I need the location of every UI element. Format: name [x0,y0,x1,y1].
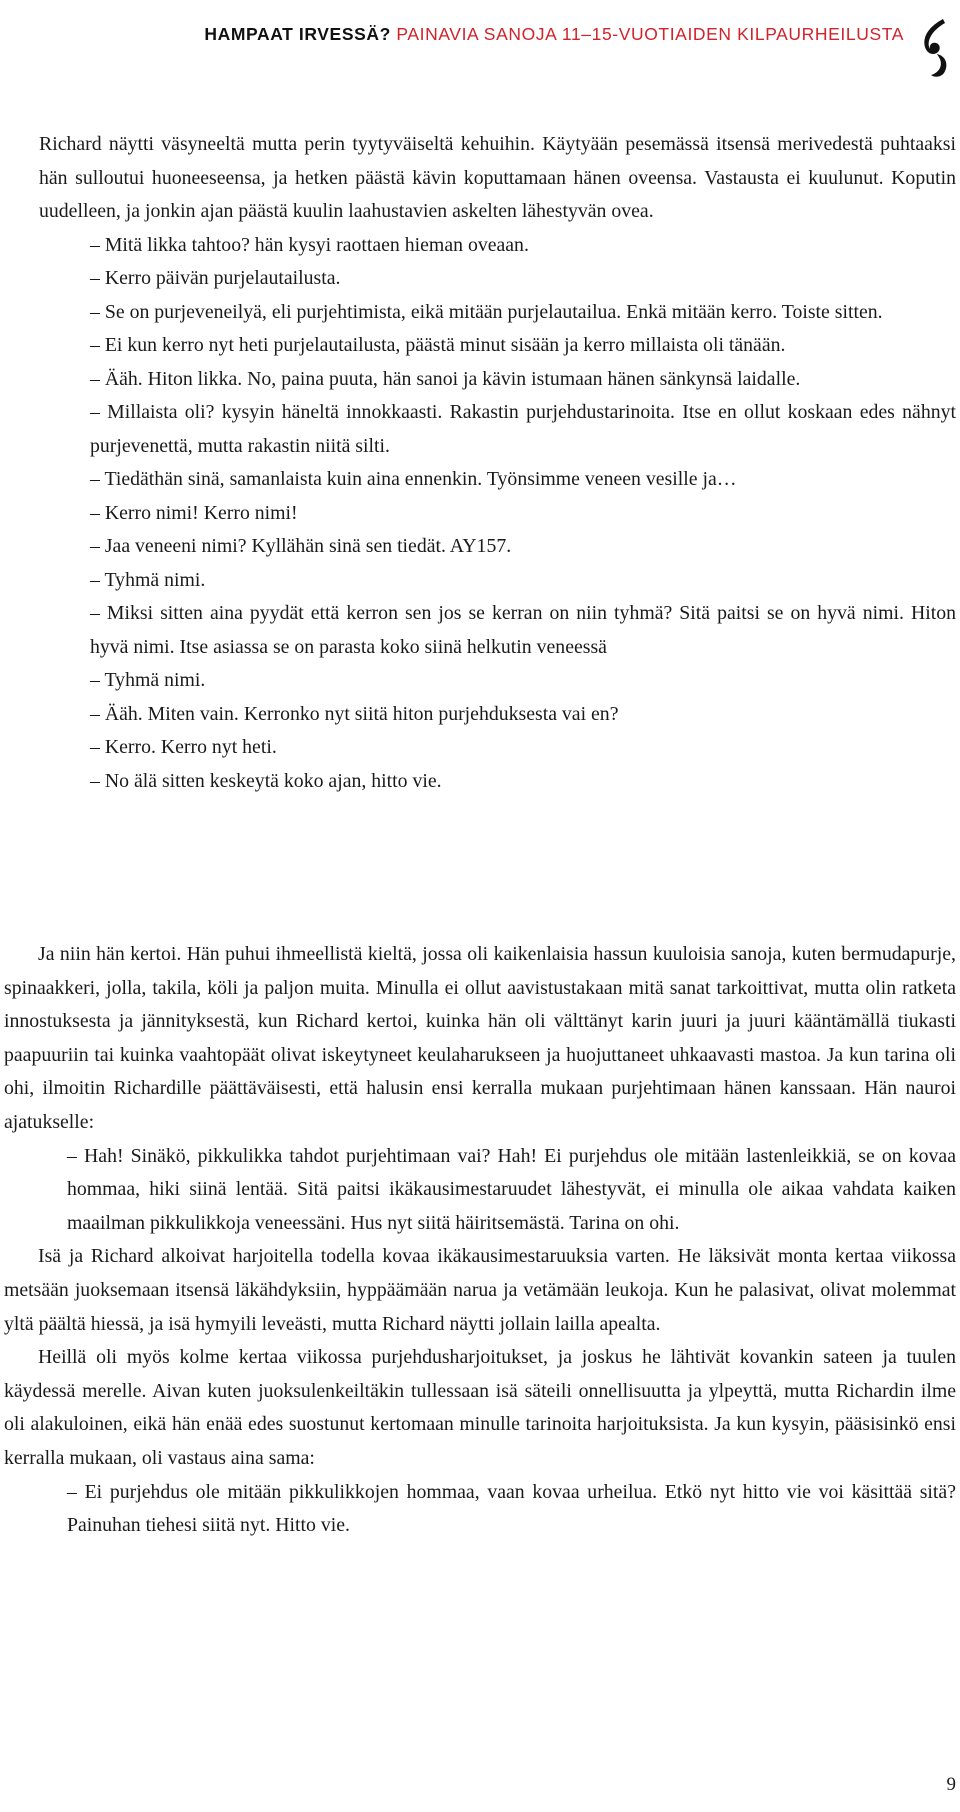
dialogue-line: – Millaista oli? kysyin häneltä innokkaasti. Rakastin purjehdustarinoita. Itse en ollut koskaan edes nähnyt purjevenettä, mutta rakastin niitä silti. [90,401,956,457]
dialogue-line: – Ääh. Miten vain. Kerronko nyt siitä hiton purjehduksesta vai en? [90,702,619,725]
dialogue-line: – Kerro nimi! Kerro nimi! [90,501,298,524]
dialogue-line: – Ei kun kerro nyt heti purjelautailusta, päästä minut sisään ja kerro millaista oli tänään. [90,334,786,356]
dialogue-line: – No älä sitten keskeytä koko ajan, hitto vie. [90,769,442,792]
paragraph: Heillä oli myös kolme kertaa viikossa purjehdusharjoitukset, ja joskus he lähtivät kovankin sateen ja tuulen käydessä merelle. Aivan kuten juoksulenkeiltäkin tullessaan isä säteili onnellisuutta ja ylpeyttä, mutta Richardin ilme oli alakuloinen, eikä hän enää edes suostunut kertomaan minulle tarinoita harjoituksista. Ja kun kysyin, pääsisinkö ensi kerralla mukaan, oli vastaus aina sama: [4,1346,956,1469]
header-title [204,24,904,45]
dialogue-line: – Tiedäthän sinä, samanlaista kuin aina ennenkin. Työnsimme veneen vesille ja… [90,468,737,490]
dialogue-line: – Ääh. Hiton likka. No, paina puuta, hän sanoi ja kävin istumaan hänen sänkynsä laidalle. [90,367,801,390]
comma-swirl-logo-icon [916,18,956,78]
dialogue-line: – Tyhmä nimi. [90,568,206,591]
header-title-bold: HAMPAAT IRVESSÄ? [204,24,391,44]
header-title-rest: PAINAVIA SANOJA 11–15-VUOTIAIDEN KILPAURHEILUSTA [396,24,904,44]
dialogue-line: – Kerro päivän purjelautailusta. [90,267,341,289]
dialogue-line: – Mitä likka tahtoo? hän kysyi raottaen hieman oveaan. [90,233,529,256]
paragraph-intro: Richard näytti väsyneeltä mutta perin tyytyväiseltä kehuihin. Käytyään pesemässä itsensä merivedestä puhtaaksi hän sulloutui huoneeseensa, ja hetken päästä kävin koputtamaan hänen oveensa. Vastausta ei kuulunut. Koputin uudelleen, ja jonkin ajan päästä kuulin laahustavien askelten lähestyvän ovea. [39,133,956,222]
block-quote: – Ei purjehdus ole mitään pikkulikkojen hommaa, vaan kovaa urheilua. Etkö nyt hitto vie voi käsittää sitä? Painuhan tiehesi siitä nyt. Hitto vie. [67,1480,956,1537]
prose-section [0,938,960,1543]
dialogue-line: – Kerro. Kerro nyt heti. [90,736,277,758]
block-quote: – Hah! Sinäkö, pikkulikka tahdot purjehtimaan vai? Hah! Ei purjehdus ole mitään lastenleikkiä, se on kovaa hommaa, hiki siinä lentää. Sitä paitsi ikäkausimestaruudet lähestyvät, ei minulla ole aikaa vahdata kaiken maailman pikkulikkoja veneessäni. Hus nyt siitä häiritsemästä. Tarina on ohi. [67,1144,956,1234]
dialogue-section [0,128,960,798]
dialogue-line: – Se on purjeveneilyä, eli purjehtimista, eikä mitään purjelautailua. Enkä mitään kerro. Toiste sitten. [90,300,883,323]
running-header [0,18,960,78]
paragraph: Isä ja Richard alkoivat harjoitella todella kovaa ikäkausimestaruuksia varten. He läksivät monta kertaa viikossa metsään juoksemaan itsensä läkähdyksiin, hyppäämään narua ja vetämään leukoja. Kun he palasivat, olivat molemmat yltä päältä hiessä, ja isä hymyili leveästi, mutta Richard näytti jollain lailla apealta. [4,1245,956,1335]
paragraph: Ja niin hän kertoi. Hän puhui ihmeellistä kieltä, jossa oli kaikenlaisia hassun kuuloisia sanoja, kuten bermudapurje, spinaakkeri, jolla, takila, köli ja paljon muita. Minulla ei ollut aavistustakaan mitä sanat tarkoittivat, mutta olin ratketa innostuksesta ja jännityksestä, kun Richard kertoi, kuinka hän oli välttänyt karin juuri ja juuri kääntämällä tiukasti paapuuriin tai kuinka vaahtopäät olivat iskeytyneet keulaharukseen ja huojuttaneet uhkaavasti mastoa. Ja kun tarina oli ohi, ilmoitin Richardille päättäväisesti, että halusin ensi kerralla mukaan purjehtimaan hänen kanssaan. Hän nauroi ajatukselle: [4,943,956,1133]
dialogue-line: – Miksi sitten aina pyydät että kerron sen jos se kerran on niin tyhmä? Sitä paitsi se on hyvä nimi. Hiton hyvä nimi. Itse asiassa se on parasta koko siinä helkutin veneessä [90,602,956,658]
page-number: 9 [946,1774,956,1795]
dialogue-line: – Jaa veneeni nimi? Kyllähän sinä sen tiedät. AY157. [90,535,512,557]
dialogue-line: – Tyhmä nimi. [90,669,206,691]
